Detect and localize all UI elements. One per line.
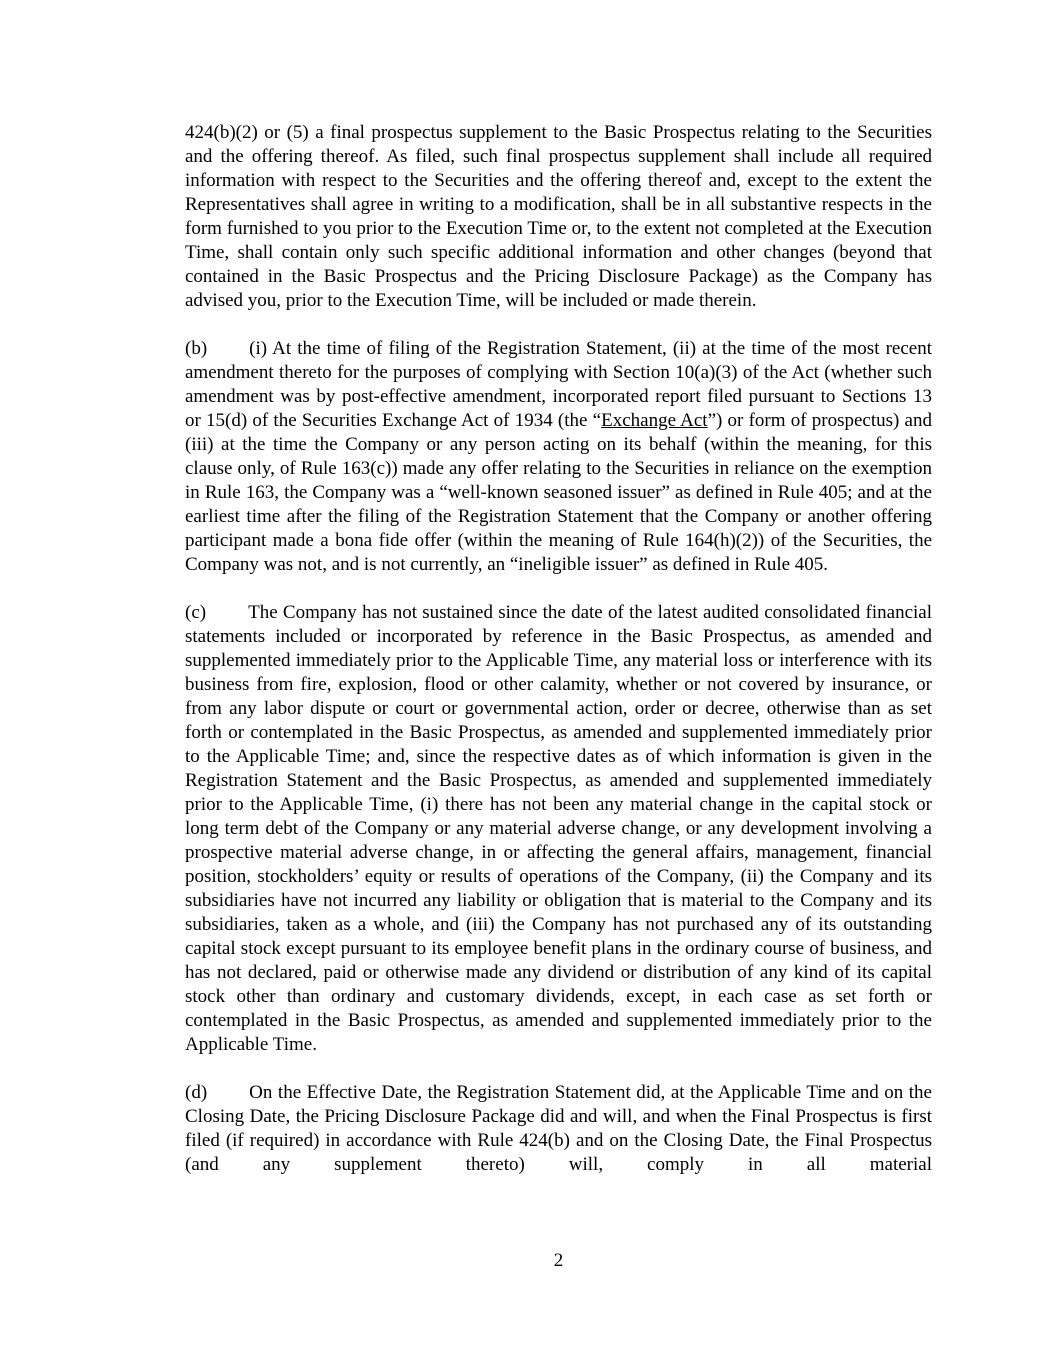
paragraph-text: On the Effective Date, the Registration Statement did, at the Applicable Time and on the Closing Date, the Pricing Disclosure Package did and will, and when the Final Prospectus is first filed (if required) in accordance with Rule 424(b) and on the Closing Date, the Final Prospectus (and any supplement thereto) will, comply in all material [185, 1082, 932, 1175]
paragraph-text: 424(b)(2) or (5) a final prospectus supplement to the Basic Prospectus relating to the Securities and the offering thereof. As filed, such final prospectus supplement shall include all required information with respect to the Securities and the offering thereof and, except to the extent the Representatives shall agree in writing to a modification, shall be in all substantive respects in the form furnished to you prior to the Execution Time or, to the extent not completed at the Execution Time, shall contain only such specific additional information and other changes (beyond that contained in the Basic Prospectus and the Pricing Disclosure Package) as the Company has advised you, prior to the Execution Time, will be included or made therein. [185, 122, 932, 311]
paragraph-text: The Company has not sustained since the date of the latest audited consolidated financial statements included or incorporated by reference in the Basic Prospectus, as amended and supplemented immediately prior to the Applicable Time, any material loss or interference with its business from fire, explosion, flood or other calamity, whether or not covered by insurance, or from any labor dispute or court or governmental action, order or decree, otherwise than as set forth or contemplated in the Basic Prospectus, as amended and supplemented immediately prior to the Applicable Time; and, since the respective dates as of which information is given in the Registration Statement and the Basic Prospectus, as amended and supplemented immediately prior to the Applicable Time, (i) there has not been any material change in the capital stock or long term debt of the Company or any material adverse change, or any development involving a prospective material adverse change, in or affecting the general affairs, management, financial position, stockholders’ equity or results of operations of the Company, (ii) the Company and its subsidiaries have not incurred any liability or obligation that is material to the Company and its subsidiaries, taken as a whole, and (iii) the Company has not purchased any of its outstanding capital stock except pursuant to its employee benefit plans in the ordinary course of business, and has not declared, paid or otherwise made any dividend or distribution of any kind of its capital stock other than ordinary and customary dividends, except, in each case as set forth or contemplated in the Basic Prospectus, as amended and supplemented immediately prior to the Applicable Time. [185, 602, 932, 1055]
paragraph [185, 337, 932, 577]
paragraph-text: (c) [185, 602, 207, 623]
paragraph-text: ”) or form of prospectus) and (iii) at the time the Company or any person acting on its behalf (within the meaning, for this clause only, of Rule 163(c)) made any offer relating to the Securities in reliance on the exemption in Rule 163, the Company was a “well-known seasoned issuer” as defined in Rule 405; and at the earliest time after the filing of the Registration Statement that the Company or another offering participant made a bona fide offer (within the meaning of Rule 164(h)(2)) of the Securities, the Company was not, and is not currently, an “ineligible issuer” as defined in Rule 405. [185, 410, 932, 575]
paragraph [185, 121, 932, 313]
paragraph [185, 601, 932, 1057]
paragraph-text: (b) [185, 338, 208, 359]
defined-term-underlined: Exchange Act [601, 410, 708, 431]
document-body [185, 121, 932, 1201]
page-number: 2 [553, 1250, 564, 1271]
paragraph-text: (i) At the time of filing of the Registration Statement, (ii) at the time of the most recent amendment thereto for the purposes of complying with Section 10(a)(3) of the Act (whether such amendment was by post-effective amendment, incorporated report filed pursuant to Sections 13 or 15(d) of the Securities Exchange Act of 1934 (the “ [185, 338, 932, 431]
paragraph [185, 1081, 932, 1177]
paragraph-text: (d) [185, 1082, 208, 1103]
